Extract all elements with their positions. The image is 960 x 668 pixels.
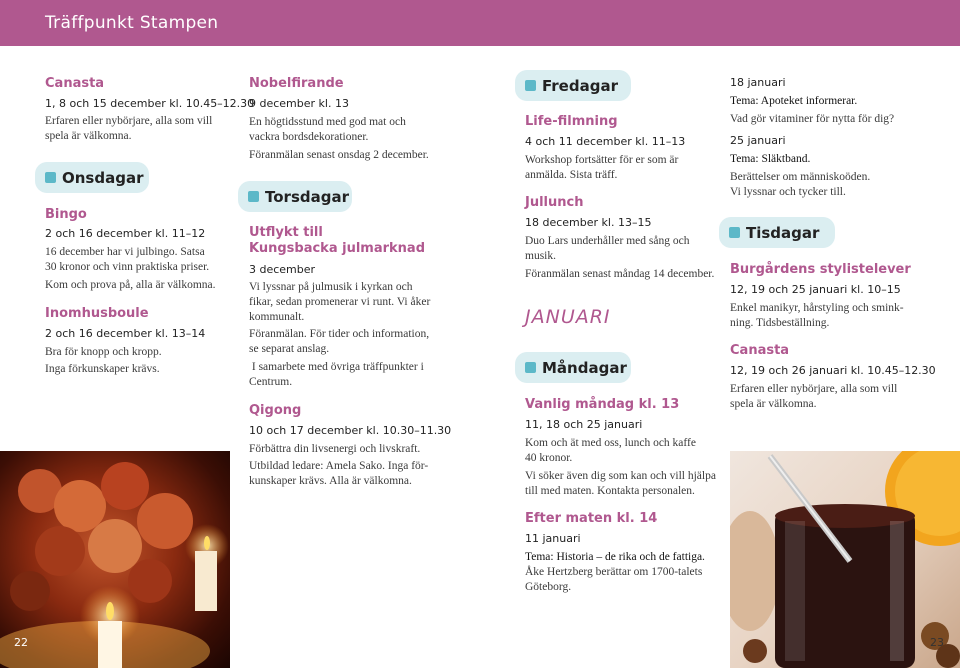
nobel-text-2: vackra bordsdekorationer.: [249, 131, 369, 143]
jan25-text-1: Berättelser om människoöden.: [730, 171, 871, 183]
utflykt-text-2: fikar, sedan promenerar vi runt. Vi åker: [249, 296, 431, 308]
month-heading: JANUARI: [525, 306, 611, 328]
jan18-theme: Tema: Apoteket informerar.: [730, 95, 858, 107]
jullunch-text-1: Duo Lars underhåller med sång och: [525, 235, 690, 247]
vanlig-text-4: till med maten. Kontakta personalen.: [525, 485, 695, 497]
efter-heading: Efter maten kl. 14: [525, 511, 658, 526]
roses-candles-photo: [0, 451, 230, 668]
bingo-text-3: Kom och prova på, alla är välkomna.: [45, 279, 216, 291]
canasta-date: 1, 8 och 15 december kl. 10.45–12.30: [45, 97, 255, 110]
canasta-text-2: spela är välkomna.: [45, 130, 132, 142]
jullunch-date: 18 december kl. 13–15: [525, 216, 652, 229]
utflykt-text-6: I samarbete med övriga träffpunkter i: [249, 361, 424, 373]
page-header: [0, 0, 960, 46]
day-pill-onsdagar: [35, 162, 149, 193]
vanlig-text-1: Kom och ät med oss, lunch och kaffe: [525, 437, 696, 449]
day-label: Fredagar: [542, 76, 618, 95]
bingo-text-2: 30 kronor och vinn praktiska priser.: [45, 261, 210, 273]
day-pill-mandagar: [515, 352, 631, 383]
day-pill-torsdagar: [238, 181, 352, 212]
qigong-date: 10 och 17 december kl. 10.30–11.30: [249, 424, 452, 437]
day-pill-fredagar: [515, 70, 631, 101]
vanlig-heading: Vanlig måndag kl. 13: [525, 397, 680, 412]
efter-text-1: Åke Hertzberg berättar om 1700-talets: [525, 566, 703, 578]
utflykt-text-5: se separat anslag.: [249, 343, 330, 355]
square-bullet-icon: [525, 362, 536, 373]
utflykt-text-3: kommunalt.: [249, 311, 305, 323]
canasta2-date: 12, 19 och 26 januari kl. 10.45–12.30: [730, 364, 936, 377]
jullunch-heading: Jullunch: [525, 195, 584, 210]
day-label: Tisdagar: [746, 223, 820, 242]
page-title: Träffpunkt Stampen: [45, 13, 219, 33]
page-number-right: 23: [930, 636, 944, 649]
qigong-text-1: Förbättra din livsenergi och livskraft.: [249, 443, 421, 455]
utflykt-text-7: Centrum.: [249, 376, 293, 388]
jan25-theme: Tema: Släktband.: [730, 153, 811, 165]
vanlig-date: 11, 18 och 25 januari: [525, 418, 643, 431]
square-bullet-icon: [45, 172, 56, 183]
life-date: 4 och 11 december kl. 11–13: [525, 135, 686, 148]
jan18-text: Vad gör vitaminer för nytta för dig?: [730, 113, 895, 125]
canasta2-heading: Canasta: [730, 343, 790, 358]
qigong-text-2: Utbildad ledare: Amela Sako. Inga för-: [249, 460, 429, 472]
bingo-text-1: 16 december har vi julbingo. Satsa: [45, 246, 205, 258]
efter-date: 11 januari: [525, 532, 581, 545]
stylist-text-2: ning. Tidsbeställning.: [730, 317, 830, 329]
mulled-wine-photo: [730, 451, 960, 668]
nobel-heading: Nobelfirande: [249, 76, 344, 91]
jan18-date: 18 januari: [730, 76, 786, 89]
nobel-text-1: En högtidsstund med god mat och: [249, 116, 406, 128]
utflykt-text-1: Vi lyssnar på julmusik i kyrkan och: [249, 281, 413, 293]
life-heading: Life-filmning: [525, 114, 618, 129]
bingo-date: 2 och 16 december kl. 11–12: [45, 227, 206, 240]
jullunch-text-2: musik.: [525, 250, 556, 262]
bingo-heading: Bingo: [45, 207, 87, 222]
utflykt-heading-2: Kungsbacka julmarknad: [249, 241, 426, 256]
jan25-text-2: Vi lyssnar och tycker till.: [730, 186, 846, 198]
canasta2-text-2: spela är välkomna.: [730, 398, 817, 410]
canasta-text-1: Erfaren eller nybörjare, alla som vill: [45, 115, 213, 127]
canasta-heading: Canasta: [45, 76, 105, 91]
mulled-wine-illustration: [730, 451, 960, 668]
day-label: Måndagar: [542, 358, 627, 377]
day-label: Torsdagar: [265, 187, 349, 206]
vanlig-text-2: 40 kronor.: [525, 452, 573, 464]
efter-text-2: Göteborg.: [525, 581, 572, 593]
boule-text-2: Inga förkunskaper krävs.: [45, 363, 160, 375]
vanlig-text-3: Vi söker även dig som kan och vill hjälpa: [525, 470, 716, 482]
nobel-text-3: Föranmälan senast onsdag 2 december.: [249, 149, 429, 161]
qigong-heading: Qigong: [249, 403, 302, 418]
day-pill-tisdagar: [719, 217, 835, 248]
boule-date: 2 och 16 december kl. 13–14: [45, 327, 206, 340]
utflykt-text-4: Föranmälan. För tider och information,: [249, 328, 430, 340]
square-bullet-icon: [729, 227, 740, 238]
square-bullet-icon: [248, 191, 259, 202]
life-text-2: anmälda. Sista träff.: [525, 169, 618, 181]
stylist-date: 12, 19 och 25 januari kl. 10–15: [730, 283, 901, 296]
roses-candles-illustration: [0, 451, 230, 668]
page-number-left: 22: [14, 636, 28, 649]
stylist-heading: Burgårdens stylistelever: [730, 262, 911, 277]
jullunch-text-3: Föranmälan senast måndag 14 december.: [525, 268, 715, 280]
nobel-date: 9 december kl. 13: [249, 97, 349, 110]
boule-text-1: Bra för knopp och kropp.: [45, 346, 162, 358]
life-text-1: Workshop fortsätter för er som är: [525, 154, 679, 166]
stylist-text-1: Enkel manikyr, hårstyling och smink-: [730, 302, 904, 314]
efter-theme: Tema: Historia – de rika och de fattiga.: [525, 551, 705, 563]
canasta2-text-1: Erfaren eller nybörjare, alla som vill: [730, 383, 898, 395]
day-label: Onsdagar: [62, 168, 144, 187]
utflykt-date: 3 december: [249, 263, 316, 276]
square-bullet-icon: [525, 80, 536, 91]
jan25-date: 25 januari: [730, 134, 786, 147]
qigong-text-3: kunskaper krävs. Alla är välkomna.: [249, 475, 412, 487]
boule-heading: Inomhusboule: [45, 306, 149, 321]
utflykt-heading-1: Utflykt till: [249, 225, 323, 240]
